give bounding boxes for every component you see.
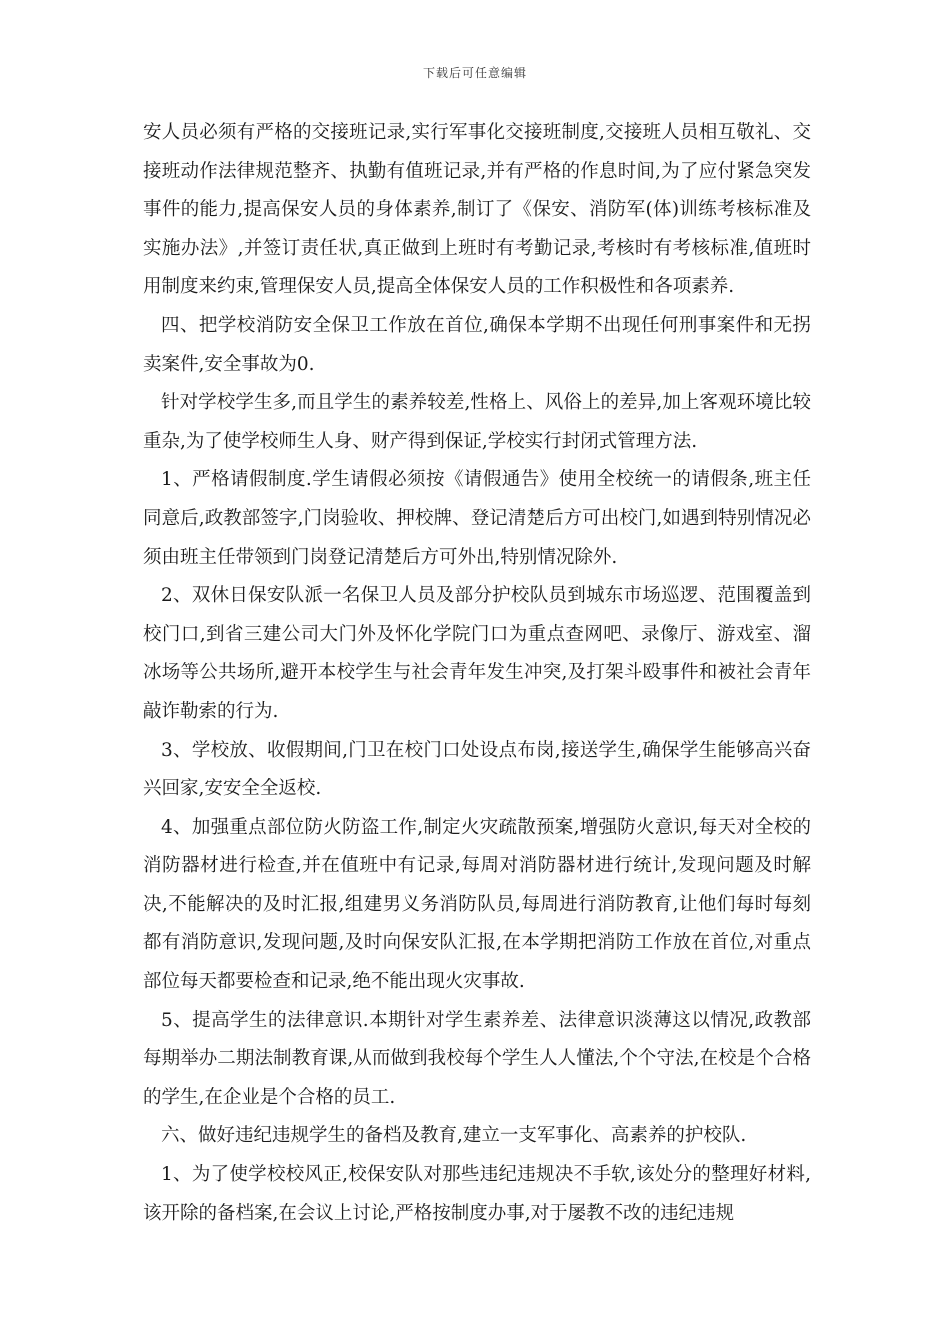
paragraph: 四、把学校消防安全保卫工作放在首位,确保本学期不出现任何刑事案件和无拐卖案件,安全事故为0.: [143, 314, 811, 375]
paragraph: 1、为了使学校校风正,校保安队对那些违纪违规决不手软,该处分的整理好材料,该开除的备档案,在会议上讨论,严格按制度办事,对于屡教不改的违纪违规: [143, 1164, 811, 1224]
paragraph: 六、做好违纪违规学生的备档及教育,建立一支军事化、高素养的护校队.: [161, 1125, 747, 1147]
paragraph: 4、加强重点部位防火防盗工作,制定火灾疏散预案,增强防火意识,每天对全校的消防器材进行检查,并在值班中有记录,每周对消防器材进行统计,发现问题及时解决,不能解决的及时汇报,组建男义务消防队员,每周进行消防教育,让他们每时每刻都有消防意识,发现问题,及时向保安队汇报,在本学期把消防工作放在首位,对重点部位每天都要检查和记录,绝不能出现火灾事故.: [143, 816, 811, 993]
document-body: [143, 114, 811, 1233]
paragraph: 1、严格请假制度.学生请假必须按《请假通告》使用全校统一的请假条,班主任同意后,政教部签字,门岗验收、押校牌、登记清楚后方可出校门,如遇到特别情况必须由班主任带领到门岗登记清楚后方可外出,特别情况除外.: [143, 469, 811, 568]
paragraph: 安人员必须有严格的交接班记录,实行军事化交接班制度,交接班人员相互敬礼、交接班动作法律规范整齐、执勤有值班记录,并有严格的作息时间,为了应付紧急突发事件的能力,提高保安人员的身体素养,制订了《保安、消防军(体)训练考核标准及实施办法》,并签订责任状,真正做到上班时有考勤记录,考核时有考核标准,值班时用制度来约束,管理保安人员,提高全体保安人员的工作积极性和各项素养.: [143, 122, 811, 298]
paragraph: 2、双休日保安队派一名保卫人员及部分护校队员到城东市场巡逻、范围覆盖到校门口,到省三建公司大门外及怀化学院门口为重点查网吧、录像厅、游戏室、溜冰场等公共场所,避开本校学生与社会青年发生冲突,及打架斗殴事件和被社会青年敲诈勒索的行为.: [143, 585, 811, 722]
paragraph: 针对学校学生多,而且学生的素养较差,性格上、风俗上的差异,加上客观环境比较重杂,为了使学校师生人身、财产得到保证,学校实行封闭式管理方法.: [143, 392, 811, 452]
page-header: 下载后可任意编辑: [422, 66, 527, 80]
paragraph: 3、学校放、收假期间,门卫在校门口处设点布岗,接送学生,确保学生能够高兴奋兴回家,安安全全返校.: [143, 739, 811, 800]
paragraph: 5、提高学生的法律意识.本期针对学生素养差、法律意识淡薄这以情况,政教部每期举办二期法制教育课,从而做到我校每个学生人人懂法,个个守法,在校是个合格的学生,在企业是个合格的员工.: [143, 1009, 811, 1108]
